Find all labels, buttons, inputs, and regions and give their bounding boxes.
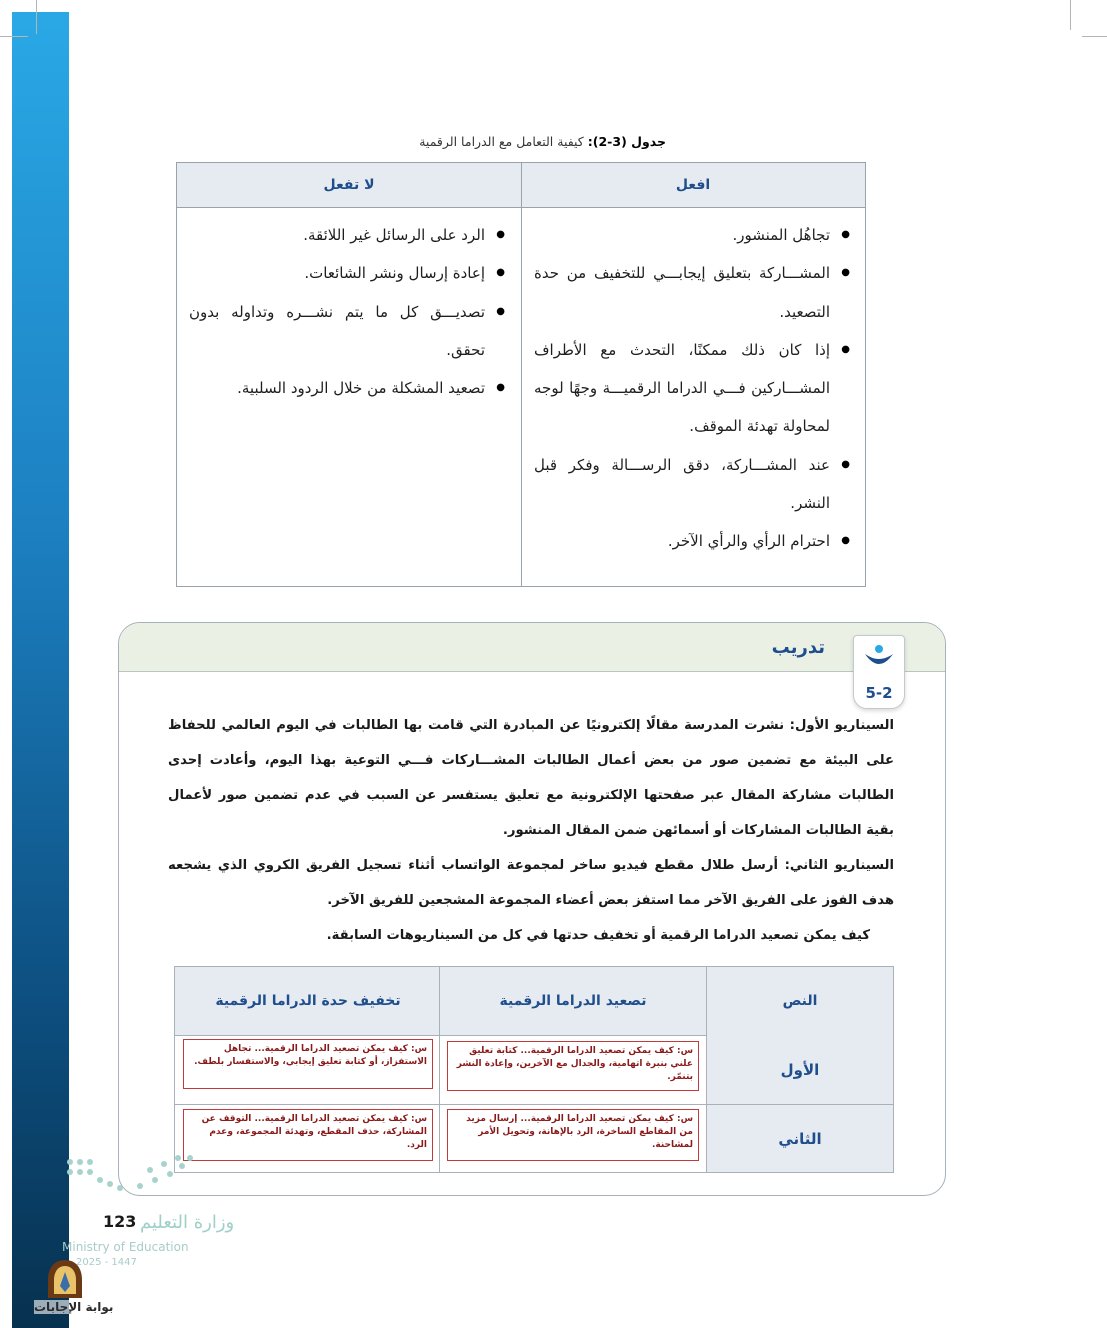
list-item: ● تصعيد المشكلة من خلال الردود السلبية. <box>189 369 507 407</box>
badge-number: 5-2 <box>865 684 893 702</box>
answer-escalate-first: س: كيف يمكن تصعيد الدراما الرقمية... كتابة تعليق علني بنبرة اتهامية، والجدال مع الآخرين، وإعادة النشر بتنمّر. <box>447 1041 699 1091</box>
portal-logo-icon <box>44 1258 86 1302</box>
header-dont: لا تفعل <box>323 177 375 193</box>
answer-table <box>174 966 894 1173</box>
training-question: كيف يمكن تصعيد الدراما الرقمية أو تخفيف حدتها في كل من السيناريوهات السابقة. <box>326 928 870 943</box>
edition-year: 2025 - 1447 <box>76 1257 137 1268</box>
header-text: النص <box>782 993 818 1009</box>
dont-list <box>189 216 507 407</box>
activity-icon <box>863 644 895 672</box>
list-item: ● إذا كان ذلك ممكنًا، التحدث مع الأطراف المشـــاركين فـــي الدراما الرقميـــة وجهًا لوجه لمحاولة تهدئة الموقف. <box>534 331 852 446</box>
table-caption <box>176 134 666 149</box>
training-badge <box>853 635 905 709</box>
list-item: ● تصديـــق كل ما يتم نشـــره وتداوله بدون تحقق. <box>189 293 507 370</box>
list-item: ● إعادة إرسال ونشر الشائعات. <box>189 254 507 292</box>
crop-mark <box>0 36 28 37</box>
list-item: ● عند المشـــاركة، دقق الرســـالة وفكر قبل النشر. <box>534 446 852 523</box>
answer-reduce-second: س: كيف يمكن تصعيد الدراما الرقمية... التوقف عن المشاركة، حذف المقطع، وتهدئة المجموعة، وعدم الرد. <box>183 1109 433 1161</box>
answer-reduce-first: س: كيف يمكن تصعيد الدراما الرقمية... تجاهل الاستفزاز، أو كتابة تعليق إيجابي، والاستفسار بلطف. <box>183 1039 433 1089</box>
header-reduce: تخفيف حدة الدراما الرقمية <box>215 993 401 1009</box>
header-escalate: تصعيد الدراما الرقمية <box>499 993 647 1009</box>
scenario-1: السيناريو الأول: نشرت المدرسة مقالًا إلكترونيًا عن المبادرة التي قامت بها الطالبات في اليوم العالمي للحفاظ على البيئة مع تضمين صور من بعض أعمال الطالبات المشـــاركات فـــي التوعية بهذا اليوم، وأعادت إحدى الطالبات مشاركة المقال عبر صفحتها الإلكترونية مع تعليق يستفسر عن السبب في عدم تضمين صور لأعمال بقية الطالبات المشاركات أو أسمائهن ضمن المقال المنشور. <box>168 718 894 838</box>
column-divider <box>521 163 522 586</box>
crop-mark <box>1082 36 1107 37</box>
scenario-text <box>168 708 894 953</box>
ministry-name-en: Ministry of Education <box>62 1240 189 1254</box>
list-item: ● احترام الرأي والرأي الآخر. <box>534 522 852 560</box>
row-label-second: الثاني <box>778 1130 822 1148</box>
answer-escalate-second: س: كيف يمكن تصعيد الدراما الرقمية... إرسال مزيد من المقاطع الساخرة، الرد بالإهانة، وتحويل الأمر لمشاحنة. <box>447 1109 699 1161</box>
crop-mark <box>36 0 37 34</box>
ministry-logo-icon <box>60 1150 200 1200</box>
ministry-name-ar: وزارة التعليم <box>140 1212 235 1233</box>
header-do: افعل <box>675 177 711 193</box>
list-item: ● الرد على الرسائل غير اللائقة. <box>189 216 507 254</box>
row-separator <box>175 1104 893 1105</box>
do-list <box>534 216 852 561</box>
training-title: تدريب <box>771 637 825 658</box>
crop-mark <box>1070 0 1071 30</box>
page-number: 123 <box>103 1212 137 1231</box>
table-caption-label: جدول (3-2): <box>587 134 666 149</box>
scenario-2: السيناريو الثاني: أرسل طلال مقطع فيديو ساخر لمجموعة الواتساب أثناء تسجيل الفريق الكروي الذي يشجعه هدف الفوز على الفريق الآخر مما استفز بعض أعضاء المجموعة المشجعين للفريق الآخر. <box>168 858 894 908</box>
portal-label: بوابة الإجابات <box>34 1300 114 1314</box>
row-label-first: الأول <box>780 1061 820 1079</box>
list-item: ● المشـــاركة بتعليق إيجابـــي للتخفيف من حدة التصعيد. <box>534 254 852 331</box>
list-item: ● تجاهُل المنشور. <box>534 216 852 254</box>
table-caption-text: كيفية التعامل مع الدراما الرقمية <box>419 134 584 149</box>
side-color-strip <box>12 12 69 1328</box>
